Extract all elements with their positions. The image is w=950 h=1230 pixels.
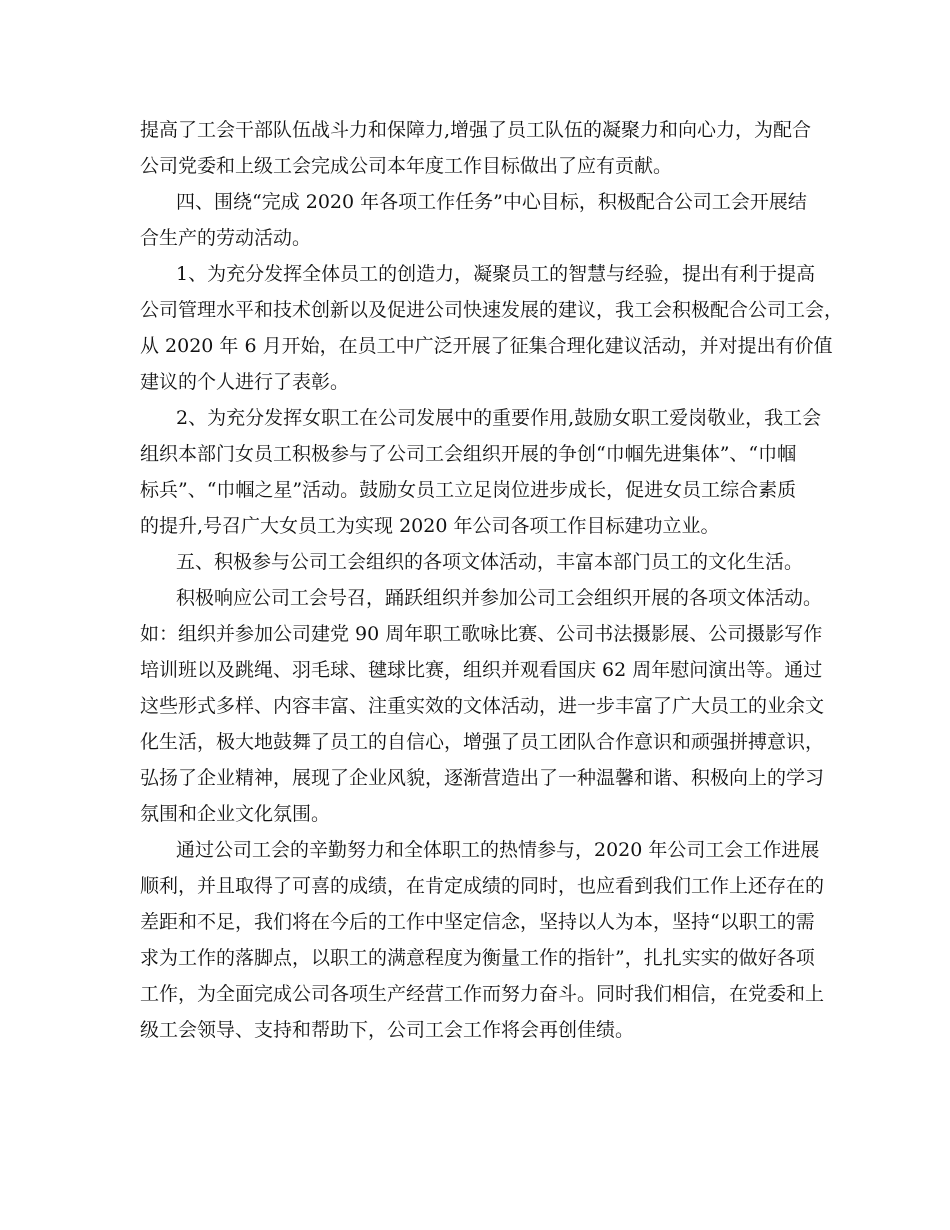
paragraph-1 [140, 112, 820, 184]
text-line: 工作，为全面完成公司各项生产经营工作而努力奋斗。同时我们相信，在党委和上 [140, 983, 825, 1005]
paragraph-6 [140, 580, 823, 616]
text-line: 合生产的劳动活动。 [140, 227, 312, 249]
paragraph-2 [140, 184, 820, 256]
text-line: 五、积极参与公司工会组织的各项文体活动，丰富本部门员工的文化生活。 [176, 551, 804, 573]
text-line: 1、为充分发挥全体员工的创造力，凝聚员工的智慧与经验，提出有利于提高 [176, 263, 816, 285]
text-line: 顺利，并且取得了可喜的成绩，在肯定成绩的同时，也应看到我们工作上还存在的 [140, 875, 825, 897]
text-line: 化生活，极大地鼓舞了员工的自信心，增强了员工团队合作意识和顽强拼搏意识， [140, 731, 825, 753]
text-line: 2、为充分发挥女职工在公司发展中的重要作用,鼓励女职工爱岗敬业，我工会 [176, 407, 822, 429]
text-line: 培训班以及跳绳、羽毛球、毽球比赛，组织并观看国庆 62 周年慰问演出等。通过 [140, 659, 823, 681]
text-line: 氛围和企业文化氛围。 [140, 803, 331, 825]
text-line: 四、围绕“完成 2020 年各项工作任务”中心目标，积极配合公司工会开展结 [176, 191, 807, 213]
text-line: 公司党委和上级工会完成公司本年度工作目标做出了应有贡献。 [140, 155, 673, 177]
text-line: 级工会领导、支持和帮助下，公司工会工作将会再创佳绩。 [140, 1019, 635, 1041]
paragraph-8 [140, 832, 825, 1048]
text-line: 提高了工会干部队伍战斗力和保障力,增强了员工队伍的凝聚力和向心力，为配合 [140, 119, 812, 141]
document-body [140, 112, 844, 1048]
paragraph-4 [140, 400, 820, 544]
text-line: 这些形式多样、内容丰富、注重实效的文体活动，进一步丰富了广大员工的业余文 [140, 695, 825, 717]
paragraph-7 [140, 616, 825, 832]
text-line: 从 2020 年 6 月开始，在员工中广泛开展了征集合理化建议活动，并对提出有价值 [140, 335, 833, 357]
paragraph-3 [140, 256, 844, 400]
text-line: 通过公司工会的辛勤努力和全体职工的热情参与，2020 年公司工会工作进展 [176, 839, 820, 861]
text-line: 积极响应公司工会号召，踊跃组织并参加公司工会组织开展的各项文体活动。 [176, 587, 823, 609]
text-line: 标兵”、“巾帼之星”活动。鼓励女员工立足岗位进步成长，促进女员工综合素质 [140, 479, 797, 501]
text-line: 弘扬了企业精神，展现了企业风貌，逐渐营造出了一种温馨和谐、积极向上的学习 [140, 767, 825, 789]
text-line: 公司管理水平和技术创新以及促进公司快速发展的建议，我工会积极配合公司工会， [140, 299, 844, 321]
text-line: 如：组织并参加公司建党 90 周年职工歌咏比赛、公司书法摄影展、公司摄影写作 [140, 623, 823, 645]
text-line: 的提升,号召广大女员工为实现 2020 年公司各项工作目标建功立业。 [140, 515, 720, 537]
text-line: 建议的个人进行了表彰。 [140, 371, 350, 393]
text-line: 组织本部门女员工积极参与了公司工会组织开展的争创“巾帼先进集体”、“巾帼 [140, 443, 797, 465]
text-line: 差距和不足，我们将在今后的工作中坚定信念，坚持以人为本，坚持“以职工的需 [140, 911, 815, 933]
paragraph-5 [140, 544, 820, 580]
text-line: 求为工作的落脚点，以职工的满意程度为衡量工作的指针”，扎扎实实的做好各项 [140, 947, 815, 969]
